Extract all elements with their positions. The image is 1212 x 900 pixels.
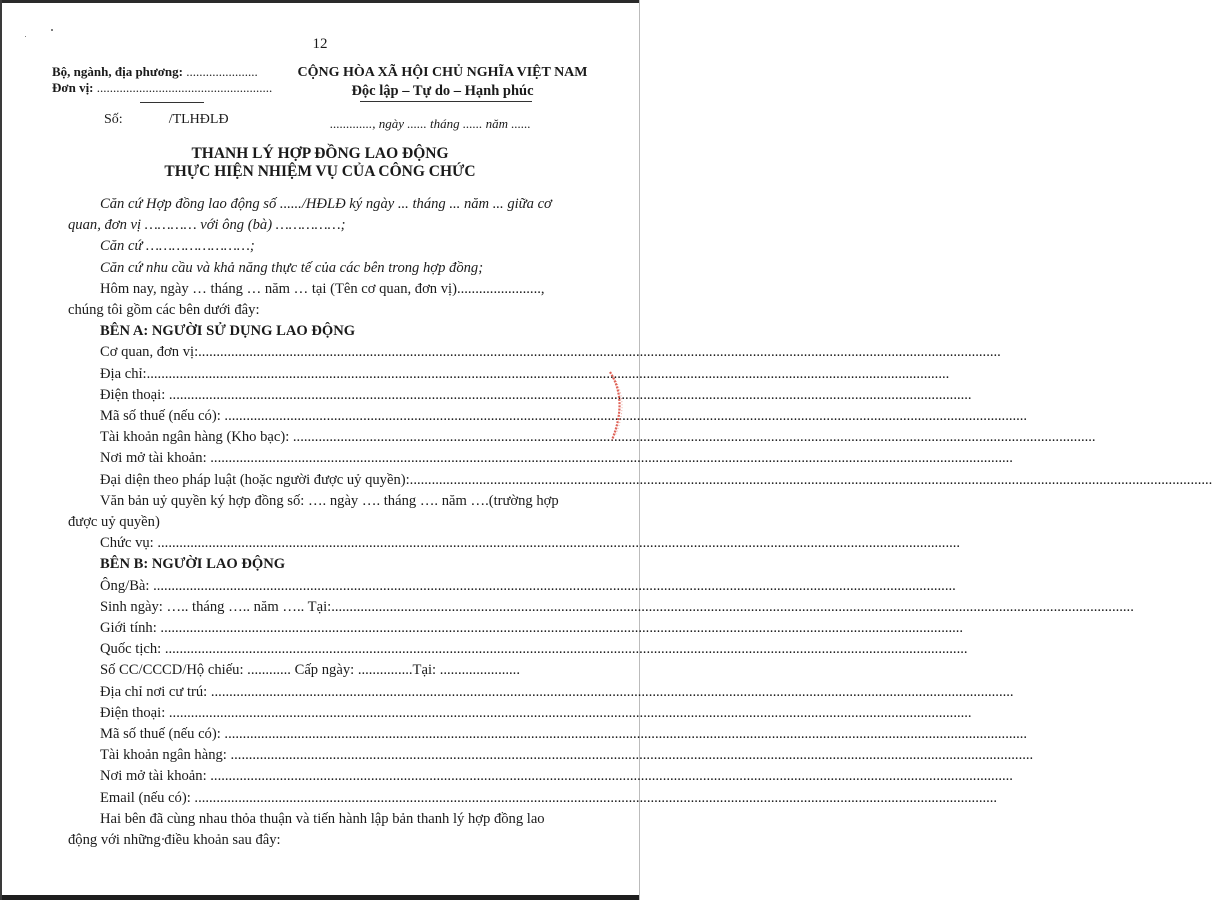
fill-dots: ............................................................................................................................................................................................................................	[210, 768, 1013, 785]
field-label: Địa chỉ nơi cư trú:	[100, 683, 211, 700]
field-label: Tài khoản ngân hàng:	[100, 747, 231, 764]
ministry-dots: ......................	[182, 64, 258, 79]
scan-speck	[51, 29, 53, 31]
red-stamp-edge	[606, 370, 636, 442]
field-label: Cơ quan, đơn vị:	[100, 344, 199, 361]
party-b-field[interactable]	[68, 745, 1034, 766]
fill-dots: ............................................................................................................................................................................................................................	[198, 344, 1001, 361]
party-a-heading: BÊN A: NGƯỜI SỬ DỤNG LAO ĐỘNG	[100, 323, 356, 340]
fill-dots: ............................................................................................................................................................................................................................	[292, 429, 1096, 446]
unit-dots: ......................................................	[93, 80, 273, 95]
fill-dots: ............................................................................................................................................................................................................................	[168, 386, 972, 403]
fill-dots: ............................................................................................................................................................................................................................	[153, 577, 956, 594]
fill-dots: ............................................................................................................................................................................................................................	[224, 408, 1028, 425]
field-label: Chức vụ:	[100, 535, 158, 552]
field-label: Sinh ngày: ….. tháng ….. năm ….. Tại:	[100, 598, 332, 615]
field-label: Email (nếu có):	[100, 789, 195, 806]
fill-dots: ............................................................................................................................................................................................................................	[146, 365, 950, 382]
party-b-field[interactable]	[68, 618, 964, 639]
national-motto: Độc lập – Tự do – Hạnh phúc	[351, 83, 534, 99]
preamble-clause: Căn cứ ……………………;	[100, 238, 255, 255]
party-b-field[interactable]	[68, 660, 592, 681]
issuer-underline	[140, 102, 204, 103]
fill-dots: ............................................................................................................................................................................................................................	[168, 704, 972, 721]
document-body	[68, 194, 1212, 851]
number-label: Số:	[104, 112, 123, 127]
field-label: Đại diện theo pháp luật (hoặc người được uỷ quyền):	[100, 471, 410, 488]
party-b-heading: BÊN B: NGƯỜI LAO ĐỘNG	[100, 556, 286, 573]
ministry-line	[52, 64, 272, 80]
ministry-label: Bộ, ngành, địa phương:	[52, 64, 183, 79]
field-label: Mã số thuế (nếu có):	[100, 408, 225, 425]
party-b-field[interactable]	[68, 766, 1013, 787]
fill-dots: ............................................................................................................................................................................................................................	[164, 641, 968, 658]
field-label: Số CC/CCCD/Hộ chiếu: ............ Cấp ngày: ...............Tại: ......................	[100, 662, 520, 679]
unit-line	[52, 80, 272, 96]
party-a-field[interactable]	[68, 364, 950, 385]
meeting-statement: Hôm nay, ngày … tháng … năm … tại (Tên cơ quan, đơn vị)......................., chúng tôi gồm các bên dưới đây:	[68, 280, 545, 319]
party-b-field[interactable]	[68, 703, 972, 724]
issuer-block	[52, 64, 272, 96]
party-a-field[interactable]	[68, 533, 961, 554]
party-b-field[interactable]	[68, 724, 1028, 745]
fill-dots: ............................................................................................................................................................................................................................	[409, 471, 1212, 488]
page-number: 12	[312, 36, 328, 52]
title-line-1: THANH LÝ HỢP ĐỒNG LAO ĐỘNG	[191, 145, 449, 162]
field-label: Giới tính:	[100, 620, 161, 637]
fill-dots: ............................................................................................................................................................................................................................	[160, 620, 964, 637]
scan-border-top	[0, 0, 640, 3]
field-label: Mã số thuế (nếu có):	[100, 726, 225, 743]
unit-label: Đơn vị:	[52, 80, 94, 95]
party-b-field[interactable]	[68, 788, 998, 809]
field-label: Điện thoại:	[100, 386, 169, 403]
field-label: Tài khoản ngân hàng (Kho bạc):	[100, 429, 293, 446]
title-line-2: THỰC HIỆN NHIỆM VỤ CỦA CÔNG CHỨC	[164, 163, 476, 180]
field-label: Nơi mở tài khoản:	[100, 768, 211, 785]
authorization-document: Văn bản uỷ quyền ký hợp đồng số: …. ngày …. tháng …. năm ….(trường hợp được uỷ quyền)	[68, 492, 559, 531]
party-a-field[interactable]	[68, 406, 1028, 427]
fill-dots: ............................................................................................................................................................................................................................	[331, 598, 1134, 615]
fill-dots: ............................................................................................................................................................................................................................	[157, 535, 961, 552]
party-b-field[interactable]	[68, 576, 956, 597]
party-a-field[interactable]	[68, 427, 1096, 448]
preamble-clause: Căn cứ Hợp đồng lao động số ....../HĐLĐ ký ngày ... tháng ... năm ... giữa cơ quan, đơn vị ………… với ông (bà) ……………;	[68, 196, 552, 234]
party-a-field[interactable]	[68, 448, 1013, 469]
document-title	[0, 145, 640, 181]
field-label: Địa chỉ:	[100, 365, 147, 382]
fill-dots: ............................................................................................................................................................................................................................	[224, 726, 1028, 743]
party-a-field[interactable]	[68, 385, 972, 406]
scan-border-left	[0, 0, 2, 900]
scan-border-bottom	[0, 895, 640, 900]
preamble-clause: Căn cứ nhu cầu và khả năng thực tế của các bên trong hợp đồng;	[100, 259, 484, 276]
document-number	[104, 112, 229, 128]
field-label: Điện thoại:	[100, 704, 169, 721]
party-a-field[interactable]	[68, 470, 1212, 491]
fill-dots: ............................................................................................................................................................................................................................	[210, 683, 1014, 700]
party-b-field[interactable]	[68, 682, 1014, 703]
field-label: Ông/Bà:	[100, 577, 154, 594]
closing-statement: Hai bên đã cùng nhau thỏa thuận và tiến hành lập bản thanh lý hợp đồng lao động với những điều khoản sau đây:	[68, 810, 545, 849]
fill-dots: ............................................................................................................................................................................................................................	[230, 747, 1034, 764]
field-label: Nơi mở tài khoản:	[100, 450, 211, 467]
place-date-line: ............., ngày ...... tháng ...... năm ......	[330, 116, 531, 131]
party-b-field[interactable]	[68, 639, 968, 660]
motto-underline	[360, 101, 532, 102]
national-header	[290, 64, 595, 100]
field-label: Quốc tịch:	[100, 641, 165, 658]
country-name: CỘNG HÒA XÃ HỘI CHỦ NGHĨA VIỆT NAM	[297, 65, 588, 80]
fill-dots: ............................................................................................................................................................................................................................	[194, 789, 998, 806]
number-suffix: /TLHĐLĐ	[168, 112, 229, 127]
party-a-field[interactable]	[68, 342, 1001, 363]
fill-dots: ............................................................................................................................................................................................................................	[210, 450, 1013, 467]
party-b-field[interactable]	[68, 597, 1134, 618]
